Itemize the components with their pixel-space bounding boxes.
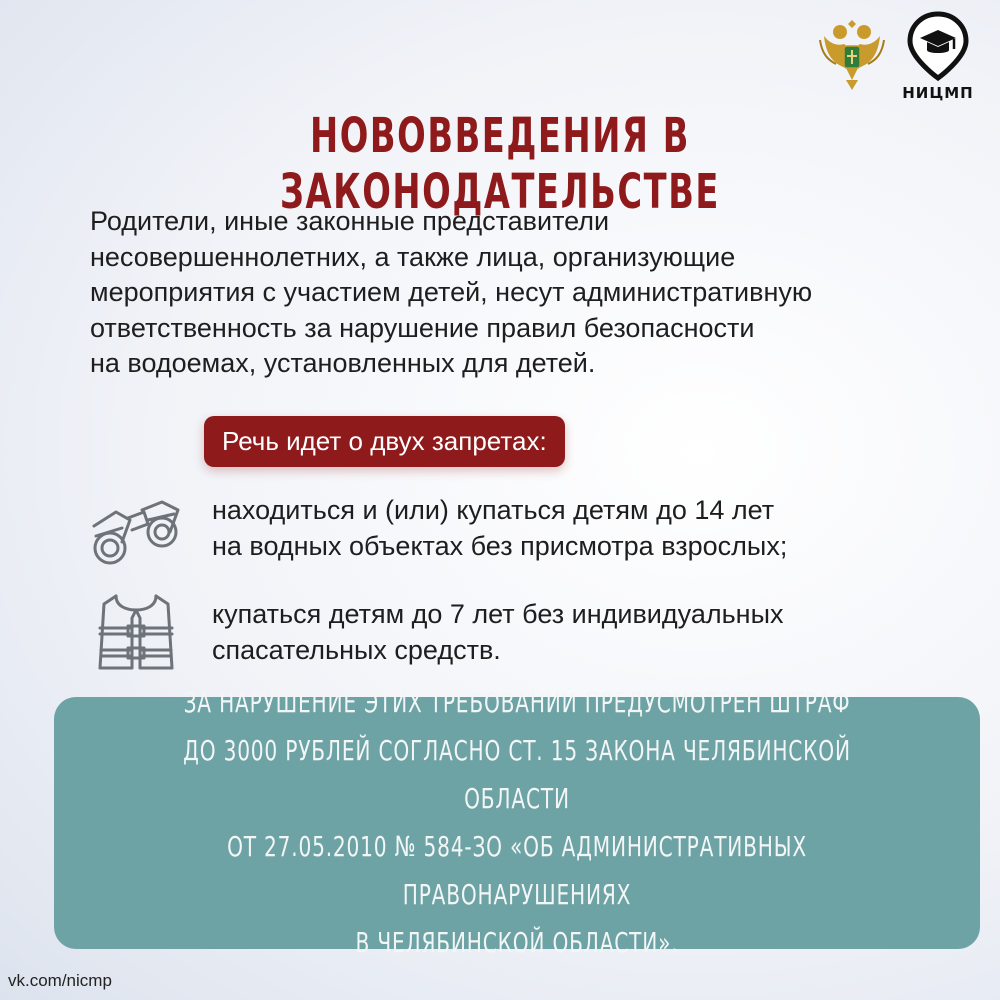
nicmp-pin-icon bbox=[902, 10, 974, 82]
intro-line: мероприятия с участием детей, несут административную bbox=[90, 277, 813, 307]
ban-item-life-vest bbox=[86, 592, 784, 672]
notice-line: ОТ 27.05.2010 № 584-ЗО «ОБ АДМИНИСТРАТИВНЫХ ПРАВОНАРУШЕНИЯХ bbox=[227, 830, 807, 911]
logo-group bbox=[816, 10, 978, 102]
notice-line: ЗА НАРУШЕНИЕ ЭТИХ ТРЕБОВАНИЙ ПРЕДУСМОТРЕН ШТРАФ bbox=[183, 686, 851, 719]
ban-item-supervision bbox=[86, 488, 787, 568]
page-title: НОВОВВЕДЕНИЯ В ЗАКОНОДАТЕЛЬСТВЕ bbox=[279, 108, 721, 220]
binoculars-icon bbox=[86, 488, 186, 568]
fine-notice-panel bbox=[54, 686, 980, 959]
intro-paragraph bbox=[90, 204, 950, 382]
prosecutor-emblem-icon bbox=[816, 10, 888, 94]
nicmp-logo bbox=[898, 10, 978, 102]
intro-line: на водоемах, установленных для детей. bbox=[90, 348, 596, 378]
fine-notice-text bbox=[147, 679, 888, 967]
ban-line: спасательных средств. bbox=[212, 635, 501, 665]
notice-line: ДО 3000 РУБЛЕЙ СОГЛАСНО СТ. 15 ЗАКОНА ЧЕЛЯБИНСКОЙ ОБЛАСТИ bbox=[183, 734, 851, 815]
ban-item-text bbox=[212, 488, 787, 564]
intro-line: ответственность за нарушение правил безопасности bbox=[90, 312, 755, 343]
intro-line: несовершеннолетних, а также лица, организующие bbox=[90, 241, 736, 272]
notice-line: В ЧЕЛЯБИНСКОЙ ОБЛАСТИ». bbox=[355, 926, 679, 959]
ban-item-text bbox=[212, 592, 784, 668]
intro-line: Родители, иные законные представители bbox=[90, 206, 610, 236]
ban-line: купаться детям до 7 лет без индивидуальных bbox=[212, 599, 784, 629]
footer-link[interactable]: vk.com/nicmp bbox=[8, 971, 112, 990]
nicmp-logo-text: НИЦМП bbox=[902, 84, 974, 102]
bans-heading-badge: Речь идет о двух запретах: bbox=[204, 416, 565, 467]
ban-line: на водных объектах без присмотра взрослых; bbox=[212, 531, 788, 561]
life-vest-icon bbox=[86, 592, 186, 672]
ban-line: находиться и (или) купаться детям до 14 лет bbox=[212, 495, 775, 525]
